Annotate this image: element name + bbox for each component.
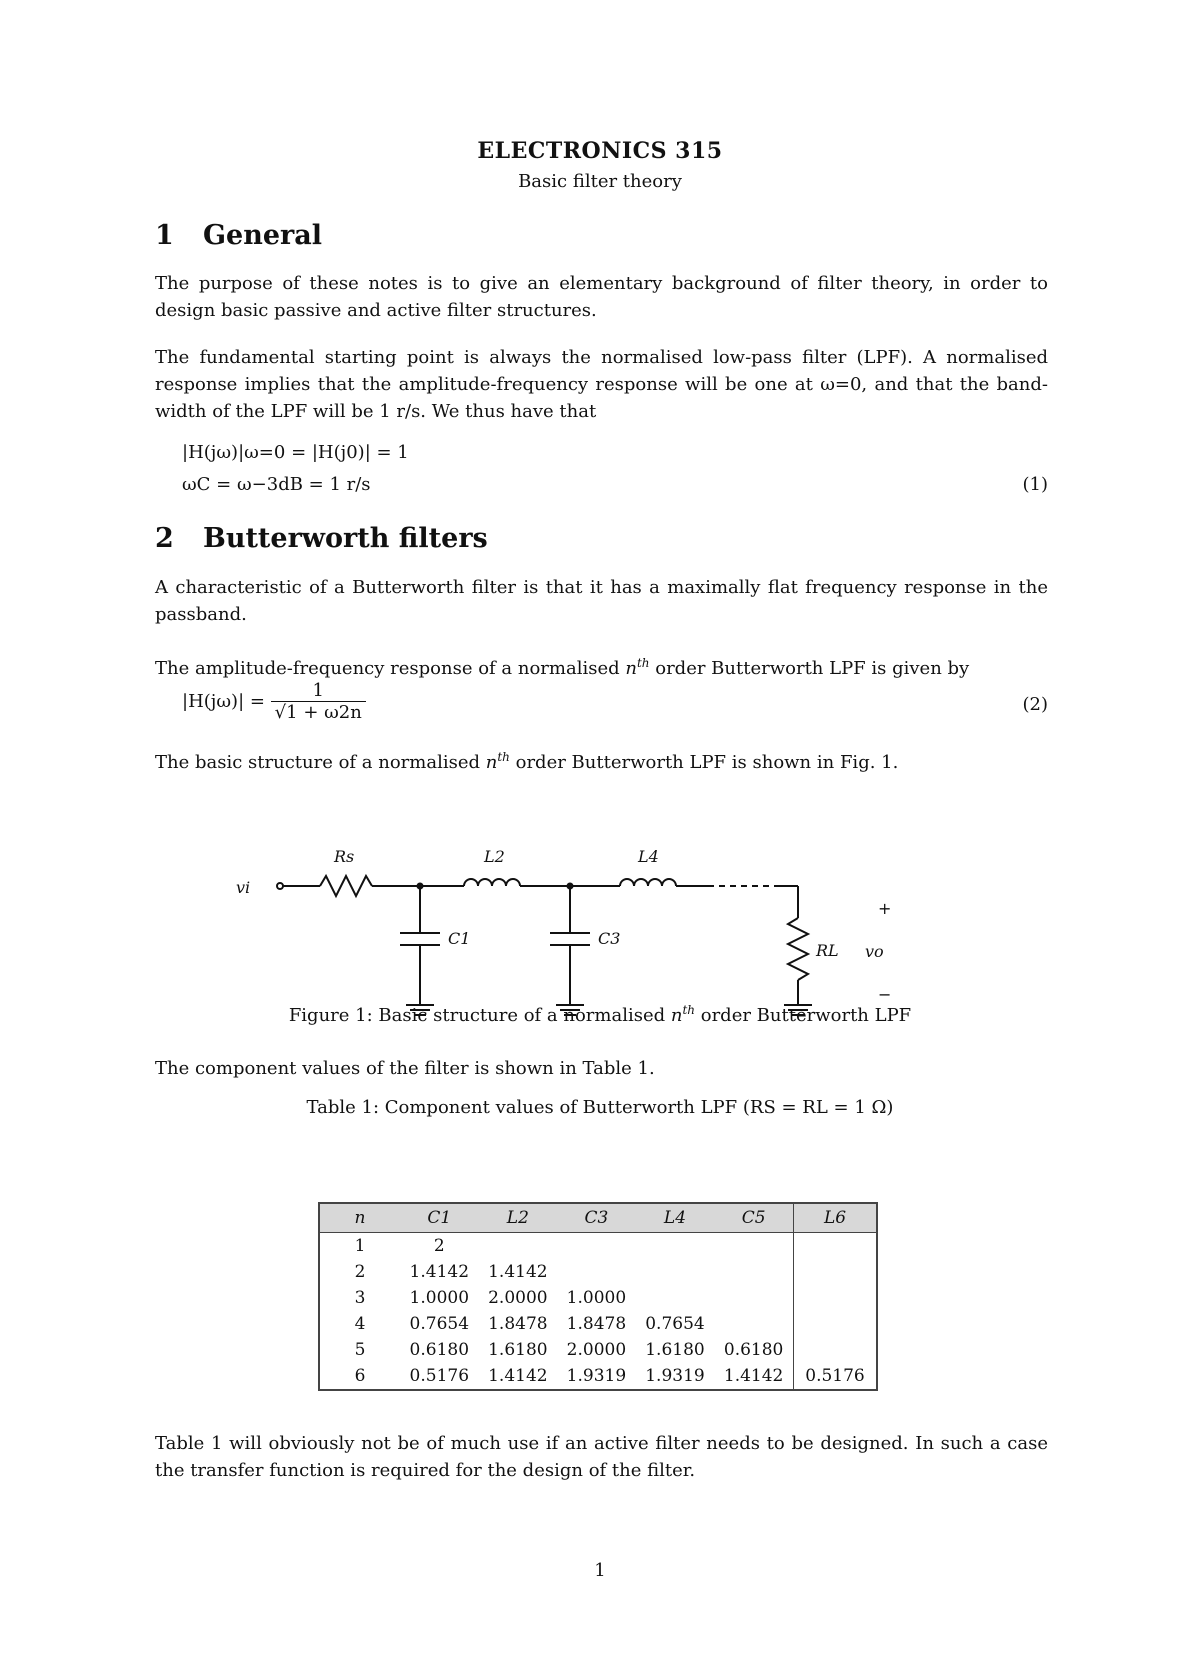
junction-dot — [417, 883, 424, 890]
column-header: C1 — [400, 1203, 479, 1233]
paragraph: Table 1 will obviously not be of much use if an active filter needs to be designed. In such a case the transfer function is required for the design of the filter. — [155, 1433, 1048, 1481]
table-cell: 1.8478 — [488, 1314, 548, 1334]
table-cell: 2.0000 — [488, 1288, 548, 1308]
table-cell — [794, 1259, 878, 1285]
table-cell — [794, 1337, 878, 1363]
table-cell: 2 — [319, 1259, 400, 1285]
table-cell: 1.4142 — [714, 1363, 793, 1390]
rs-label: Rs — [334, 847, 355, 866]
column-header: L2 — [479, 1203, 558, 1233]
text-fragment: order Butterworth LPF is given by — [649, 658, 970, 679]
text-fragment: The basic structure of a normalised — [155, 752, 486, 773]
table-cell: 1.0000 — [566, 1288, 627, 1308]
l2-label: L2 — [484, 847, 505, 866]
table-cell: 0.5176 — [400, 1363, 479, 1390]
plus-sign: + — [878, 899, 892, 918]
table-cell — [714, 1233, 793, 1260]
table-cell — [714, 1285, 793, 1311]
junction-dot — [567, 883, 574, 890]
fraction — [271, 680, 366, 723]
table-row — [319, 1233, 877, 1260]
table-row — [319, 1337, 877, 1363]
table-cell: 1.8478 — [566, 1314, 627, 1334]
rl-resistor — [788, 918, 808, 980]
text-fragment: Figure 1: Basic structure of a normalised — [288, 1005, 671, 1026]
table-row — [319, 1259, 877, 1285]
paragraph — [155, 744, 1048, 776]
table-cell — [714, 1311, 793, 1337]
fraction-numerator: 1 — [271, 680, 366, 702]
table-cell — [636, 1233, 715, 1260]
table-cell — [636, 1259, 715, 1285]
table-cell: 1.9319 — [557, 1363, 636, 1390]
table-cell: 6 — [319, 1363, 400, 1390]
math-sup: th — [682, 1003, 696, 1017]
c3-label: C3 — [598, 929, 621, 948]
butterworth-circuit-diagram — [236, 800, 960, 1030]
table-cell — [714, 1259, 793, 1285]
text-fragment: The amplitude-frequency response of a normalised — [155, 658, 626, 679]
minus-sign: − — [878, 985, 892, 1004]
table-cell: 2 — [433, 1236, 445, 1256]
vi-label: vi — [236, 878, 251, 897]
math-sup: th — [497, 750, 510, 764]
section-number: 1 — [155, 220, 174, 251]
math-n: n — [625, 658, 637, 679]
text-fragment: order Butterworth LPF — [695, 1005, 912, 1026]
table-cell: 0.7654 — [409, 1314, 470, 1334]
table-cell: 0.7654 — [645, 1314, 705, 1334]
table-caption: Table 1: Component values of Butterworth LPF (RS = RL = 1 Ω) — [306, 1097, 894, 1118]
paragraph: The fundamental starting point is always the normalised low-pass filter (LPF). A normalised response implies that the amplitude-frequency response will be one at ω=0, and that the band-width of the LPF will be 1 r/s. We thus have that — [155, 347, 1048, 422]
column-header: L6 — [794, 1203, 878, 1233]
table-cell — [557, 1233, 636, 1260]
table-cell: 2.0000 — [566, 1340, 627, 1360]
table-cell: 0.6180 — [723, 1340, 784, 1360]
table-cell: 1.9319 — [636, 1363, 715, 1390]
table-cell — [794, 1311, 878, 1337]
input-terminal — [277, 883, 283, 889]
table-cell: 4 — [319, 1311, 400, 1337]
column-header: L4 — [636, 1203, 715, 1233]
table-row — [319, 1311, 877, 1337]
table-cell: 3 — [319, 1285, 400, 1311]
table-cell: 1.6180 — [488, 1340, 548, 1360]
figure-caption — [0, 1003, 1200, 1026]
table-cell: 1.0000 — [409, 1288, 470, 1308]
rl-label: RL — [816, 941, 839, 960]
table-cell — [794, 1285, 878, 1311]
text-fragment: order Butterworth LPF is shown in Fig. 1. — [509, 752, 899, 773]
table-cell: 1.6180 — [645, 1340, 705, 1360]
l4-inductor — [620, 879, 676, 886]
table-header-row — [319, 1203, 877, 1233]
table-cell — [636, 1285, 715, 1311]
paragraph: The component values of the filter is shown in Table 1. — [155, 1058, 655, 1079]
section-title: Butterworth filters — [203, 523, 488, 554]
table-cell — [479, 1233, 558, 1260]
column-header: n — [319, 1203, 400, 1233]
table-cell: 5 — [319, 1337, 400, 1363]
rs-resistor — [320, 876, 372, 896]
table-cell: 1.4142 — [409, 1262, 470, 1282]
section-number: 2 — [155, 523, 174, 554]
equation-line: |H(jω)|ω=0 = |H(j0)| = 1 — [182, 442, 409, 463]
table-cell — [794, 1233, 878, 1260]
table-cell: 1.4142 — [479, 1363, 558, 1390]
paragraph: The purpose of these notes is to give an elementary background of filter theory, in order to design basic passive and active filter structures. — [155, 273, 1048, 321]
equation-number: (2) — [1022, 694, 1048, 715]
table-row — [319, 1285, 877, 1311]
paragraph: A characteristic of a Butterworth filter is that it has a maximally flat frequency response in the passband. — [155, 577, 1048, 625]
fraction-denominator: √1 + ω2n — [274, 702, 362, 723]
math-n: n — [485, 752, 498, 773]
paragraph — [155, 650, 1048, 682]
l4-label: L4 — [638, 847, 659, 866]
vo-label: vo — [865, 942, 884, 961]
page-number: 1 — [594, 1560, 606, 1581]
table-cell: 0.6180 — [409, 1340, 470, 1360]
equation-number: (1) — [1022, 474, 1048, 495]
c1-label: C1 — [448, 929, 471, 948]
table-cell: 1.4142 — [488, 1262, 548, 1282]
document-title: ELECTRONICS 315 — [477, 138, 723, 164]
section-title: General — [203, 220, 323, 251]
equation-lhs: |H(jω)| = — [182, 691, 265, 712]
equation-line: ωC = ω−3dB = 1 r/s — [182, 474, 371, 495]
math-n: n — [670, 1005, 683, 1026]
column-header: C5 — [714, 1203, 793, 1233]
section-1-heading — [155, 220, 322, 251]
component-values-table — [318, 1202, 878, 1391]
l2-inductor — [464, 879, 520, 886]
column-header: C3 — [557, 1203, 636, 1233]
table-cell — [557, 1259, 636, 1285]
table-row — [319, 1363, 877, 1390]
table-cell: 0.5176 — [794, 1363, 878, 1390]
section-2-heading — [155, 523, 488, 554]
document-subtitle: Basic filter theory — [518, 171, 682, 192]
equation-2 — [182, 680, 366, 723]
table-cell: 1 — [319, 1233, 400, 1260]
math-sup: th — [636, 656, 650, 670]
